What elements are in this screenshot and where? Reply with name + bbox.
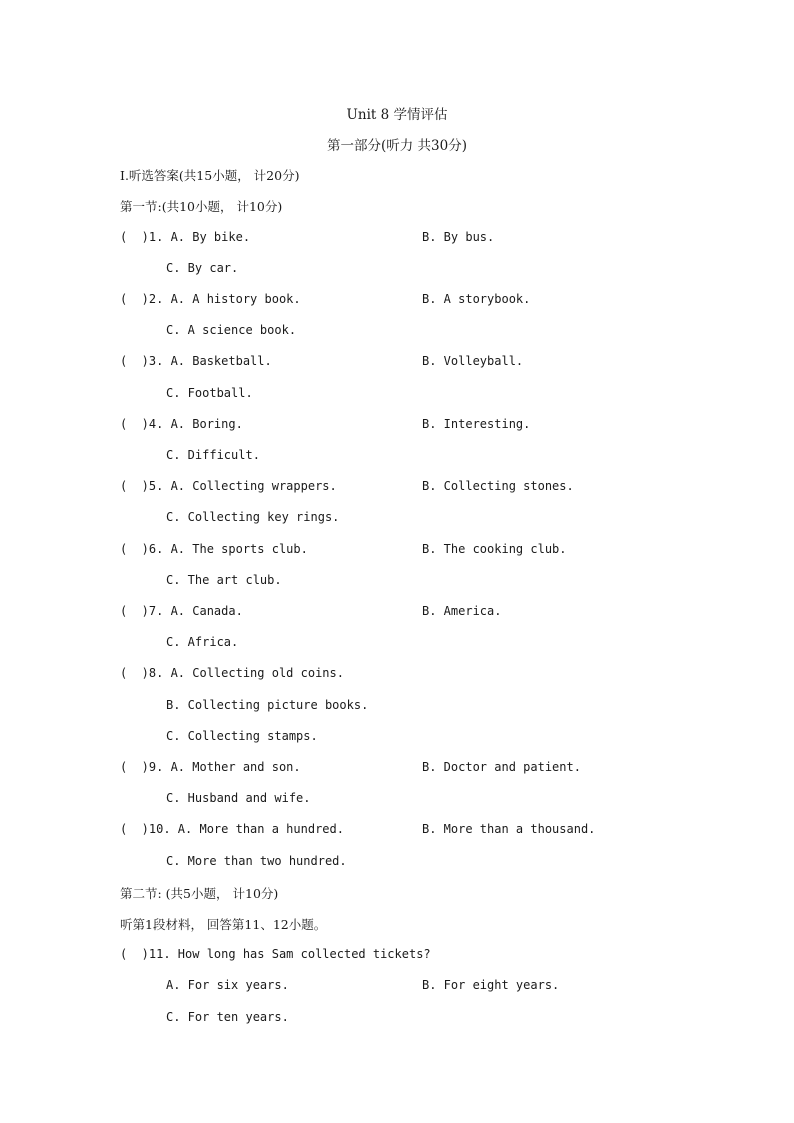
- q4-option-b: B. Interesting.: [422, 417, 531, 431]
- section-heading: Ⅰ.听选答案(共15小题， 计20分): [120, 168, 300, 183]
- question-5: ( )5. A. Collecting wrappers.: [120, 479, 337, 493]
- q8-option-c: C. Collecting stamps.: [166, 729, 318, 743]
- q9-option-c: C. Husband and wife.: [166, 791, 311, 805]
- q3-option-c: C. Football.: [166, 386, 253, 400]
- listening-instruction: 听第1段材料， 回答第11、12小题。: [120, 917, 327, 932]
- subsection-2-heading: 第二节: (共5小题， 计10分): [120, 886, 279, 901]
- q10-option-b: B. More than a thousand.: [422, 822, 596, 836]
- q8-option-b: B. Collecting picture books.: [166, 698, 369, 712]
- q5-option-c: C. Collecting key rings.: [166, 510, 340, 524]
- part-heading: 第一部分(听力 共30分): [326, 138, 467, 154]
- q9-option-b: B. Doctor and patient.: [422, 760, 581, 774]
- q7-option-c: C. Africa.: [166, 635, 239, 649]
- question-9: ( )9. A. Mother and son.: [120, 760, 301, 774]
- q3-option-b: B. Volleyball.: [422, 354, 524, 368]
- q4-option-c: C. Difficult.: [166, 448, 260, 462]
- page-title: Unit 8 学情评估: [346, 107, 448, 123]
- question-10: ( )10. A. More than a hundred.: [120, 822, 344, 836]
- q1-option-b: B. By bus.: [422, 230, 495, 244]
- question-3: ( )3. A. Basketball.: [120, 354, 272, 368]
- subsection-1-heading: 第一节:(共10小题， 计10分): [120, 199, 283, 214]
- question-4: ( )4. A. Boring.: [120, 417, 243, 431]
- question-2: ( )2. A. A history book.: [120, 292, 301, 306]
- question-7: ( )7. A. Canada.: [120, 604, 243, 618]
- q1-option-c: C. By car.: [166, 261, 239, 275]
- question-1: ( )1. A. By bike.: [120, 230, 251, 244]
- q2-option-c: C. A science book.: [166, 323, 297, 337]
- q6-option-b: B. The cooking club.: [422, 542, 567, 556]
- q5-option-b: B. Collecting stones.: [422, 479, 574, 493]
- question-11: ( )11. How long has Sam collected tickets?: [120, 947, 431, 961]
- q10-option-c: C. More than two hundred.: [166, 854, 347, 868]
- q11-option-c: C. For ten years.: [166, 1010, 289, 1024]
- q11-option-b: B. For eight years.: [422, 978, 560, 992]
- question-6: ( )6. A. The sports club.: [120, 542, 308, 556]
- question-8: ( )8. A. Collecting old coins.: [120, 666, 344, 680]
- q11-option-a: A. For six years.: [166, 978, 289, 992]
- q7-option-b: B. America.: [422, 604, 502, 618]
- q2-option-b: B. A storybook.: [422, 292, 531, 306]
- q6-option-c: C. The art club.: [166, 573, 282, 587]
